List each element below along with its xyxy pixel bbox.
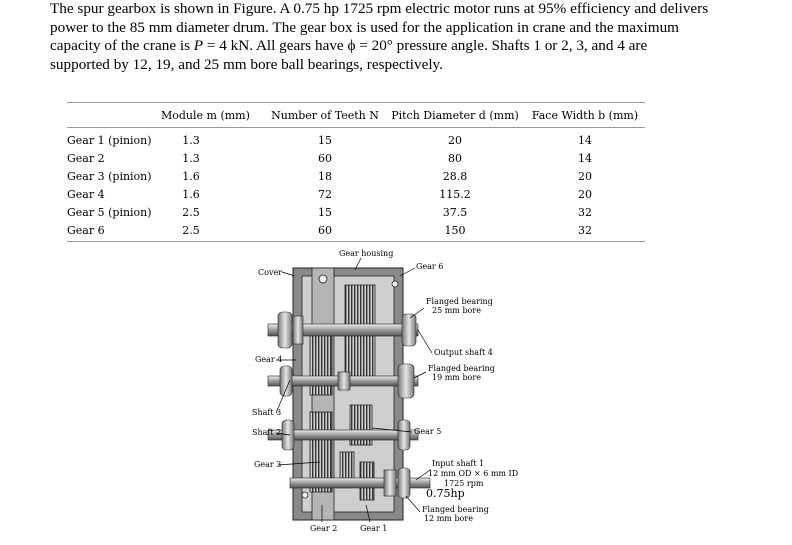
pitch-cell: 28.8 [442, 169, 468, 183]
gear-5-label: Gear 5 [414, 427, 442, 436]
teeth-cell: 60 [265, 221, 385, 242]
gear-name: Gear 2 [67, 151, 105, 165]
shaft-2-label: Shaft 2 [252, 428, 282, 437]
gear-3-label: Gear 3 [254, 460, 282, 469]
module-value: 1.6 [182, 187, 200, 201]
table-row [67, 185, 645, 203]
module-value: 1.6 [182, 169, 200, 183]
gear-4-label: Gear 4 [255, 355, 283, 364]
gear-name: Gear 1 (pinion) [67, 133, 152, 147]
face-cell: 14 [578, 133, 592, 147]
table-header-teeth: Number of Teeth N [271, 108, 379, 122]
gear-name: Gear 5 (pinion) [67, 205, 152, 219]
gear-name: Gear 6 [67, 221, 161, 242]
gear-1-label: Gear 1 [360, 524, 388, 533]
flanged-bearing-12-label: Flanged bearing [422, 505, 489, 514]
module-cell [161, 149, 265, 167]
table-row [67, 167, 645, 185]
gear-housing-label: Gear housing [339, 249, 394, 258]
problem-line-3a: capacity of the crane is [50, 37, 194, 54]
teeth-cell: 15 [318, 133, 332, 147]
screw-icon [392, 281, 398, 287]
module-cell [161, 167, 265, 185]
gear-table [67, 102, 645, 242]
problem-line-1: The spur gearbox is shown in Figure. A 0.75 hp 1725 rpm electric motor runs at 95% efficiency and delivers [50, 0, 709, 17]
load-variable: P [193, 37, 204, 54]
pitch-cell: 150 [385, 221, 525, 242]
module-cell [161, 185, 265, 203]
problem-line-4: supported by 12, 19, and 25 mm bore ball bearings, respectively. [50, 55, 443, 73]
module-cell [161, 221, 265, 242]
gear-6-label: Gear 6 [416, 262, 444, 271]
shaft-3-label: Shaft 3 [252, 408, 282, 417]
cover-label: Cover [258, 268, 283, 277]
table-header-module: Module m (mm) [161, 108, 250, 122]
pitch-cell: 80 [448, 151, 462, 165]
flanged-bearing-25-label: Flanged bearing [426, 297, 493, 306]
table-header-blank [67, 103, 161, 128]
gear-3-shape [340, 452, 354, 482]
gear-name: Gear 4 [67, 187, 105, 201]
module-value: 2.5 [182, 223, 200, 237]
module-value: 2.5 [182, 205, 200, 219]
gear-name: Gear 3 (pinion) [67, 169, 152, 183]
table-header-row [67, 103, 645, 128]
pitch-cell: 37.5 [442, 205, 468, 219]
gear-2-label: Gear 2 [310, 524, 338, 533]
module-value: 1.3 [182, 151, 200, 165]
flanged-bearing-25-bore-label: 25 mm bore [432, 306, 481, 315]
table-header-pitch: Pitch Diameter d (mm) [391, 108, 519, 122]
input-shaft-rpm-label: 1725 rpm [444, 479, 484, 488]
table-row [67, 128, 645, 150]
pitch-cell: 115.2 [439, 187, 471, 201]
motor-power-label: 0.75hp [426, 487, 465, 500]
gearbox-figure [240, 240, 540, 540]
module-cell [161, 203, 265, 221]
teeth-cell: 18 [318, 169, 332, 183]
problem-line-3b: = 4 kN. All gears have ϕ = 20° pressure angle. Shafts 1 or 2, 3, and 4 are [203, 37, 648, 54]
screw-icon [319, 275, 327, 283]
table-row [67, 203, 645, 221]
flanged-bearing-19-label: Flanged bearing [428, 364, 495, 373]
problem-line-3 [50, 37, 750, 56]
teeth-cell: 60 [318, 151, 332, 165]
input-shaft-1-label: Input shaft 1 [432, 459, 485, 468]
face-cell: 14 [578, 151, 592, 165]
teeth-cell: 72 [318, 187, 332, 201]
face-cell: 32 [578, 205, 592, 219]
pitch-cell: 20 [448, 133, 462, 147]
table-row [67, 221, 645, 242]
face-cell: 20 [578, 187, 592, 201]
face-cell: 20 [578, 169, 592, 183]
table-header-face: Face Width b (mm) [531, 108, 639, 122]
flanged-bearing-12-bore-label: 12 mm bore [424, 514, 473, 523]
screw-icon [302, 492, 308, 498]
face-cell: 32 [525, 221, 645, 242]
output-shaft-4-label: Output shaft 4 [434, 348, 493, 357]
input-shaft-dimensions-label: 12 mm OD × 6 mm ID [428, 469, 519, 478]
teeth-cell: 15 [318, 205, 332, 219]
problem-statement [50, 0, 750, 74]
flanged-bearing-19-bore-label: 19 mm bore [432, 373, 481, 382]
module-cell [161, 128, 265, 150]
module-value: 1.3 [182, 133, 200, 147]
problem-line-2: power to the 85 mm diameter drum. The gear box is used for the application in crane and the maximum [50, 18, 679, 36]
table-row [67, 149, 645, 167]
